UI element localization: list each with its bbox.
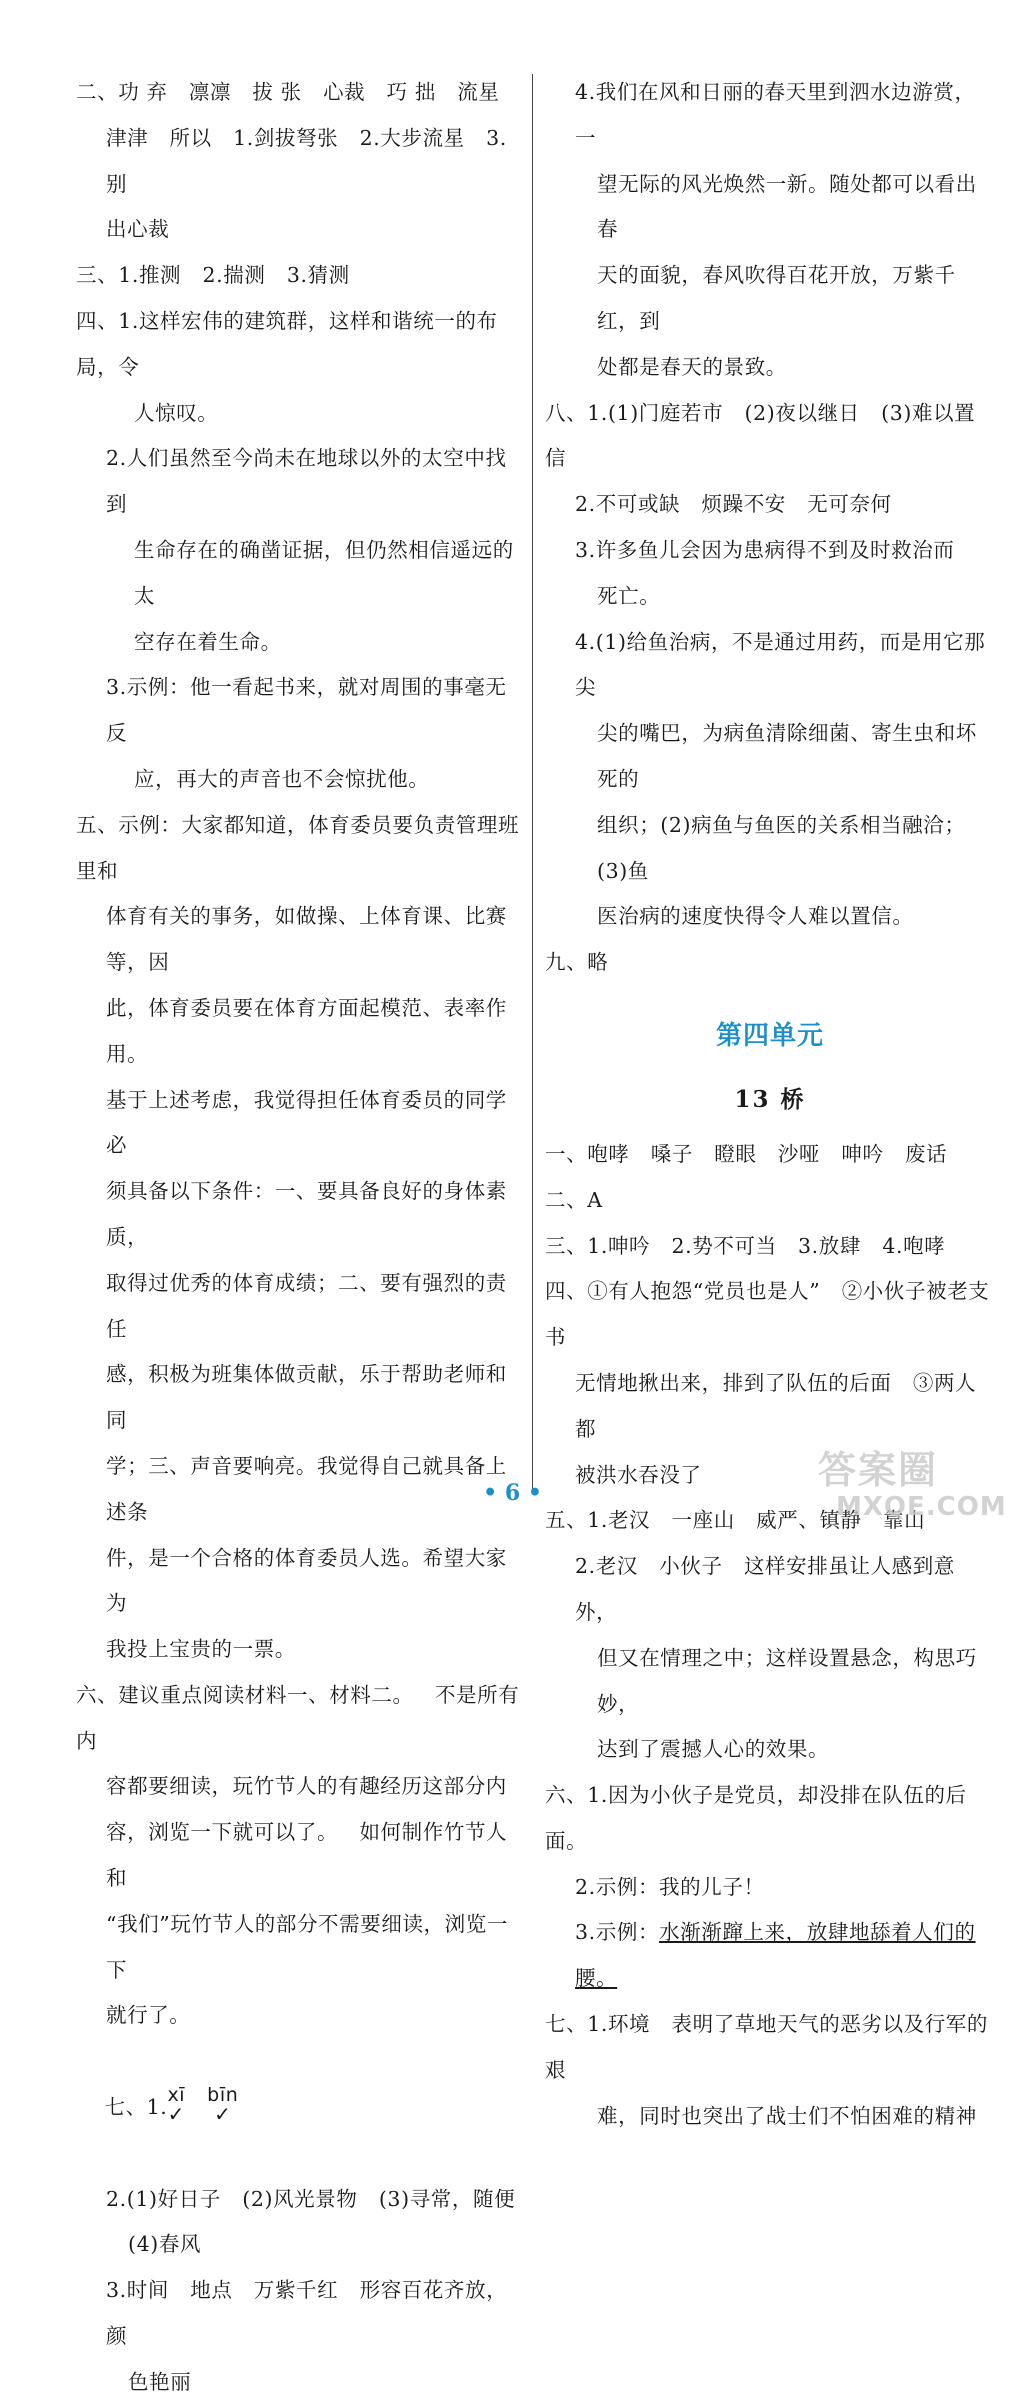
q5-line: 学；三、声音要响亮。我觉得自己就具备上述条 bbox=[106, 1453, 507, 1524]
q6-line: 容都要细读，玩竹节人的有趣经历这部分内 bbox=[106, 1774, 507, 1799]
pinyin-xi bbox=[167, 2084, 186, 2127]
pinyin-text: bīn bbox=[207, 2084, 239, 2107]
q8-2: 2.不可或缺 烦躁不安 无可奈何 bbox=[575, 492, 892, 517]
q7-3b: 色艳丽 bbox=[128, 2369, 192, 2394]
q5-line: 我投上宝贵的一票。 bbox=[106, 1637, 296, 1662]
q8-4-block bbox=[545, 620, 995, 941]
lesson-q7-block bbox=[545, 2002, 995, 2139]
q5-line: 基于上述考虑，我觉得担任体育委员的同学必 bbox=[106, 1087, 507, 1158]
lesson-q6-3-underlined: 水渐渐蹿上来，放肆地舔着人们的腰。 bbox=[575, 1920, 976, 1991]
q7-4-line: 4.我们在风和日丽的春天里到泗水边游赏，一 bbox=[575, 80, 976, 150]
q2-line1: 二、功 弃 凛凛 拔 张 心裁 巧 拙 流星 bbox=[76, 80, 500, 104]
unit-title: 第四单元 bbox=[715, 1020, 824, 1051]
q7-4-line: 天的面貌，春风吹得百花开放，万紫千红，到 bbox=[597, 263, 956, 333]
check-icon: ✓ bbox=[167, 2102, 185, 2127]
lesson-q2: 二、A bbox=[545, 1187, 603, 1212]
q6-block bbox=[76, 1673, 526, 2039]
lesson-q7-line: 七、1.环境 表明了草地天气的恶劣以及行军的艰 bbox=[545, 2012, 989, 2082]
lesson-title: 13 桥 bbox=[734, 1085, 806, 1113]
q7-4-line: 望无际的风光焕然一新。随处都可以看出春 bbox=[597, 171, 977, 242]
lesson-q4-line: 无情地揪出来，排到了队伍的后面 ③两人都 bbox=[575, 1370, 977, 1441]
q4-1b: 人惊叹。 bbox=[134, 400, 219, 425]
lesson-q5-2-line: 达到了震撼人心的效果。 bbox=[597, 1737, 830, 1762]
q5-line: 取得过优秀的体育成绩；二、要有强烈的责任 bbox=[106, 1270, 507, 1341]
q8-1: 八、1.(1)门庭若市 (2)夜以继日 (3)难以置信 bbox=[545, 400, 976, 471]
page-number: • 6 • bbox=[483, 1480, 542, 1506]
q6-line: 就行了。 bbox=[106, 2003, 191, 2028]
lesson-q5-1: 五、1.老汉 一座山 威严、镇静 靠山 bbox=[545, 1508, 926, 1533]
q7-prefix: 七、1. bbox=[104, 2095, 168, 2120]
lesson-q5-2-line: 2.老汉 小伙子 这样安排虽让人感到意外， bbox=[575, 1554, 955, 1624]
q5-line: 须具备以下条件：一、要具备良好的身体素质， bbox=[106, 1179, 507, 1249]
lesson-q1: 一、咆哮 嗓子 瞪眼 沙哑 呻吟 废话 bbox=[545, 1141, 948, 1166]
right-column bbox=[545, 70, 995, 2139]
lesson-q6-1: 六、1.因为小伙子是党员，却没排在队伍的后面。 bbox=[545, 1783, 967, 1853]
q2-line3: 出心裁 bbox=[106, 217, 170, 242]
q8-4-line: 尖的嘴巴，为病鱼清除细菌、寄生虫和坏死的 bbox=[597, 721, 977, 791]
lesson-q3: 三、1.呻吟 2.势不可当 3.放肆 4.咆哮 bbox=[545, 1233, 946, 1258]
q7-2a: 2.(1)好日子 (2)风光景物 (3)寻常，随便 bbox=[106, 2186, 516, 2211]
q8-3b: 死亡。 bbox=[597, 583, 661, 608]
q6-line: 六、建议重点阅读材料一、材料二。 不是所有内 bbox=[76, 1682, 520, 1753]
q8-4-line: 4.(1)给鱼治病，不是通过用药，而是用它那尖 bbox=[575, 629, 986, 700]
q4-2b: 生命存在的确凿证据，但仍然相信遥远的太 bbox=[134, 537, 514, 608]
lesson-q6-2: 2.示例：我的儿子！ bbox=[575, 1874, 765, 1899]
q5-line: 感，积极为班集体做贡献，乐于帮助老师和同 bbox=[106, 1362, 507, 1433]
q5-line: 件，是一个合格的体育委员人选。希望大家为 bbox=[106, 1545, 507, 1616]
lesson-q4-line: 四、①有人抱怨“党员也是人” ②小伙子被老支书 bbox=[545, 1279, 990, 1350]
q8-4-line: 组织；(2)病鱼与鱼医的关系相当融洽；(3)鱼 bbox=[597, 812, 966, 883]
q3: 三、1.推测 2.揣测 3.猜测 bbox=[76, 263, 350, 288]
q7-4-block bbox=[545, 70, 995, 391]
lesson-q6-3 bbox=[545, 1910, 995, 2002]
q9: 九、略 bbox=[545, 950, 609, 975]
pinyin-bin bbox=[207, 2084, 239, 2127]
q4-2c: 空存在着生命。 bbox=[134, 629, 282, 654]
watermark-top: 答案圈 bbox=[818, 1448, 939, 1492]
check-icon: ✓ bbox=[214, 2102, 232, 2127]
q4-3b: 应，再大的声音也不会惊扰他。 bbox=[134, 766, 430, 791]
q7-1 bbox=[76, 2039, 526, 2176]
lesson-q5-2-block bbox=[545, 1544, 995, 1773]
q5-line: 此，体育委员要在体育方面起模范、表率作用。 bbox=[106, 995, 507, 1066]
lesson-q7-line: 难，同时也突出了战士们不怕困难的精神 bbox=[597, 2103, 977, 2128]
q4-3a: 3.示例：他一看起书来，就对周围的事毫无反 bbox=[106, 675, 507, 746]
left-column bbox=[76, 70, 526, 2406]
q2-line2: 津津 所以 1.剑拔弩张 2.大步流星 3.别 bbox=[106, 125, 507, 196]
pinyin-text: xī bbox=[167, 2084, 186, 2107]
q6-line: “我们”玩竹节人的部分不需要细读，浏览一下 bbox=[106, 1911, 508, 1982]
watermark-logo bbox=[818, 1448, 1018, 1532]
q5-line: 体育有关的事务，如做操、上体育课、比赛等，因 bbox=[106, 904, 507, 975]
lesson-q4-line: 被洪水吞没了 bbox=[575, 1462, 702, 1487]
column-divider bbox=[532, 74, 533, 1494]
q4-1a: 四、1.这样宏伟的建筑群，这样和谐统一的布局，令 bbox=[76, 308, 498, 379]
lesson-q6-3-prefix: 3.示例： bbox=[575, 1920, 660, 1945]
watermark-bottom: MXQE.COM bbox=[836, 1492, 1007, 1522]
q7-2b: (4)春风 bbox=[128, 2232, 202, 2257]
q5-block bbox=[76, 803, 526, 1673]
q5-line: 五、示例：大家都知道，体育委员要负责管理班里和 bbox=[76, 812, 520, 883]
lesson-q5-2-line: 但又在情理之中；这样设置悬念，构思巧妙， bbox=[597, 1645, 977, 1716]
q6-line: 容，浏览一下就可以了。 如何制作竹节人和 bbox=[106, 1820, 508, 1891]
q4-2a: 2.人们虽然至今尚未在地球以外的太空中找到 bbox=[106, 446, 507, 517]
q7-3a: 3.时间 地点 万紫千红 形容百花齐放，颜 bbox=[106, 2278, 508, 2349]
q7-4-line: 处都是春天的景致。 bbox=[597, 354, 787, 379]
q8-4-line: 医治病的速度快得令人难以置信。 bbox=[597, 904, 914, 929]
q8-3a: 3.许多鱼儿会因为患病得不到及时救治而 bbox=[575, 537, 955, 562]
